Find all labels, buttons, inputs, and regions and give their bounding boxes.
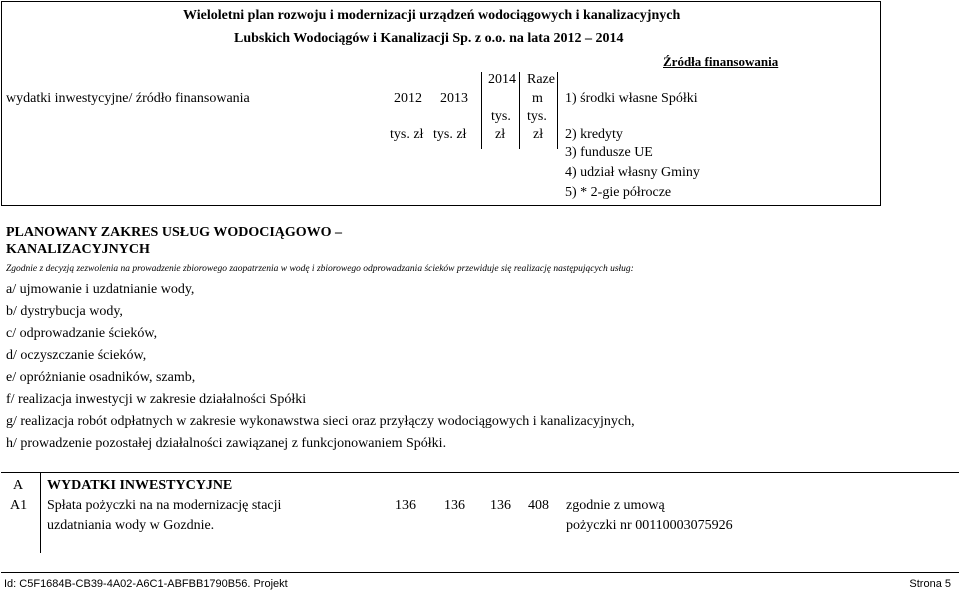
section-code: A <box>13 478 24 493</box>
row-value-2013: 136 <box>444 498 465 513</box>
sources-title: Źródła finansowania <box>663 54 779 69</box>
total-header-part1: Raze <box>527 72 555 87</box>
scope-intro: Zgodnie z decyzją zezwolenia na prowadzenie zbiorowego zaopatrzenia w wodę i zbiorowego odprowadzania ścieków przewiduje się realizację następujących usług: <box>6 264 634 274</box>
footer-divider <box>1 572 959 573</box>
document-title-line1: Wieloletni plan rozwoju i modernizacji urządzeń wodociągowych i kanalizacyjnych <box>183 8 681 23</box>
row-value-total: 408 <box>528 498 549 513</box>
header-col-divider-2 <box>519 72 520 149</box>
year-2013-header: 2013 <box>440 91 468 106</box>
scope-item-g: g/ realizacja robót odpłatnych w zakresie wykonawstwa sieci oraz przyłączy wodociągowych i kanalizacyjnych, <box>6 414 635 429</box>
row-desc-line1: Spłata pożyczki na na modernizację stacji <box>47 498 282 513</box>
unit-2014-b: zł <box>495 127 506 142</box>
scope-title-line2: KANALIZACYJNYCH <box>6 242 150 257</box>
document-title-line2: Lubskich Wodociągów i Kanalizacji Sp. z o.o. na lata 2012 – 2014 <box>234 31 624 46</box>
document-id: Id: C5F1684B-CB39-4A02-A6C1-ABFBB1790B56. Projekt <box>4 578 288 590</box>
source-item-4: 4) udział własny Gminy <box>565 165 700 180</box>
year-2012-header: 2012 <box>394 91 422 106</box>
expenses-code-divider <box>40 472 41 553</box>
unit-2013: tys. zł <box>433 127 467 142</box>
scope-item-h: h/ prowadzenie pozostałej działalności zawiązanej z funkcjonowaniem Spółki. <box>6 436 447 451</box>
section-title: WYDATKI INWESTYCYJNE <box>47 478 233 493</box>
row-value-2012: 136 <box>395 498 416 513</box>
unit-2012: tys. zł <box>390 127 424 142</box>
scope-item-a: a/ ujmowanie i uzdatnianie wody, <box>6 282 195 297</box>
scope-title-line1: PLANOWANY ZAKRES USŁUG WODOCIĄGOWO – <box>6 225 343 240</box>
unit-total-a: tys. <box>527 109 547 124</box>
year-2014-header: 2014 <box>488 72 516 87</box>
source-item-2: 2) kredyty <box>565 127 623 142</box>
row-source-line2: pożyczki nr 00110003075926 <box>566 518 733 533</box>
row-value-2014: 136 <box>490 498 511 513</box>
scope-item-f: f/ realizacja inwestycji w zakresie działalności Spółki <box>6 392 307 407</box>
source-item-5: 5) * 2-gie półrocze <box>565 185 672 200</box>
expenses-top-border <box>1 472 959 473</box>
scope-item-b: b/ dystrybucja wody, <box>6 304 123 319</box>
unit-total-b: zł <box>533 127 544 142</box>
header-col-divider-3 <box>557 72 558 149</box>
source-item-1: 1) środki własne Spółki <box>565 91 698 106</box>
row-label-header: wydatki inwestycyjne/ źródło finansowania <box>6 91 250 106</box>
row-code: A1 <box>10 498 28 513</box>
unit-2014-a: tys. <box>491 109 511 124</box>
scope-item-d: d/ oczyszczanie ścieków, <box>6 348 147 363</box>
total-header-part2: m <box>532 91 543 106</box>
scope-item-e: e/ opróżnianie osadników, szamb, <box>6 370 196 385</box>
page-number: Strona 5 <box>909 578 951 590</box>
row-desc-line2: uzdatniania wody w Gozdnie. <box>47 518 215 533</box>
scope-item-c: c/ odprowadzanie ścieków, <box>6 326 158 341</box>
row-source-line1: zgodnie z umową <box>566 498 665 513</box>
header-col-divider-1 <box>481 72 482 149</box>
source-item-3: 3) fundusze UE <box>565 145 653 160</box>
